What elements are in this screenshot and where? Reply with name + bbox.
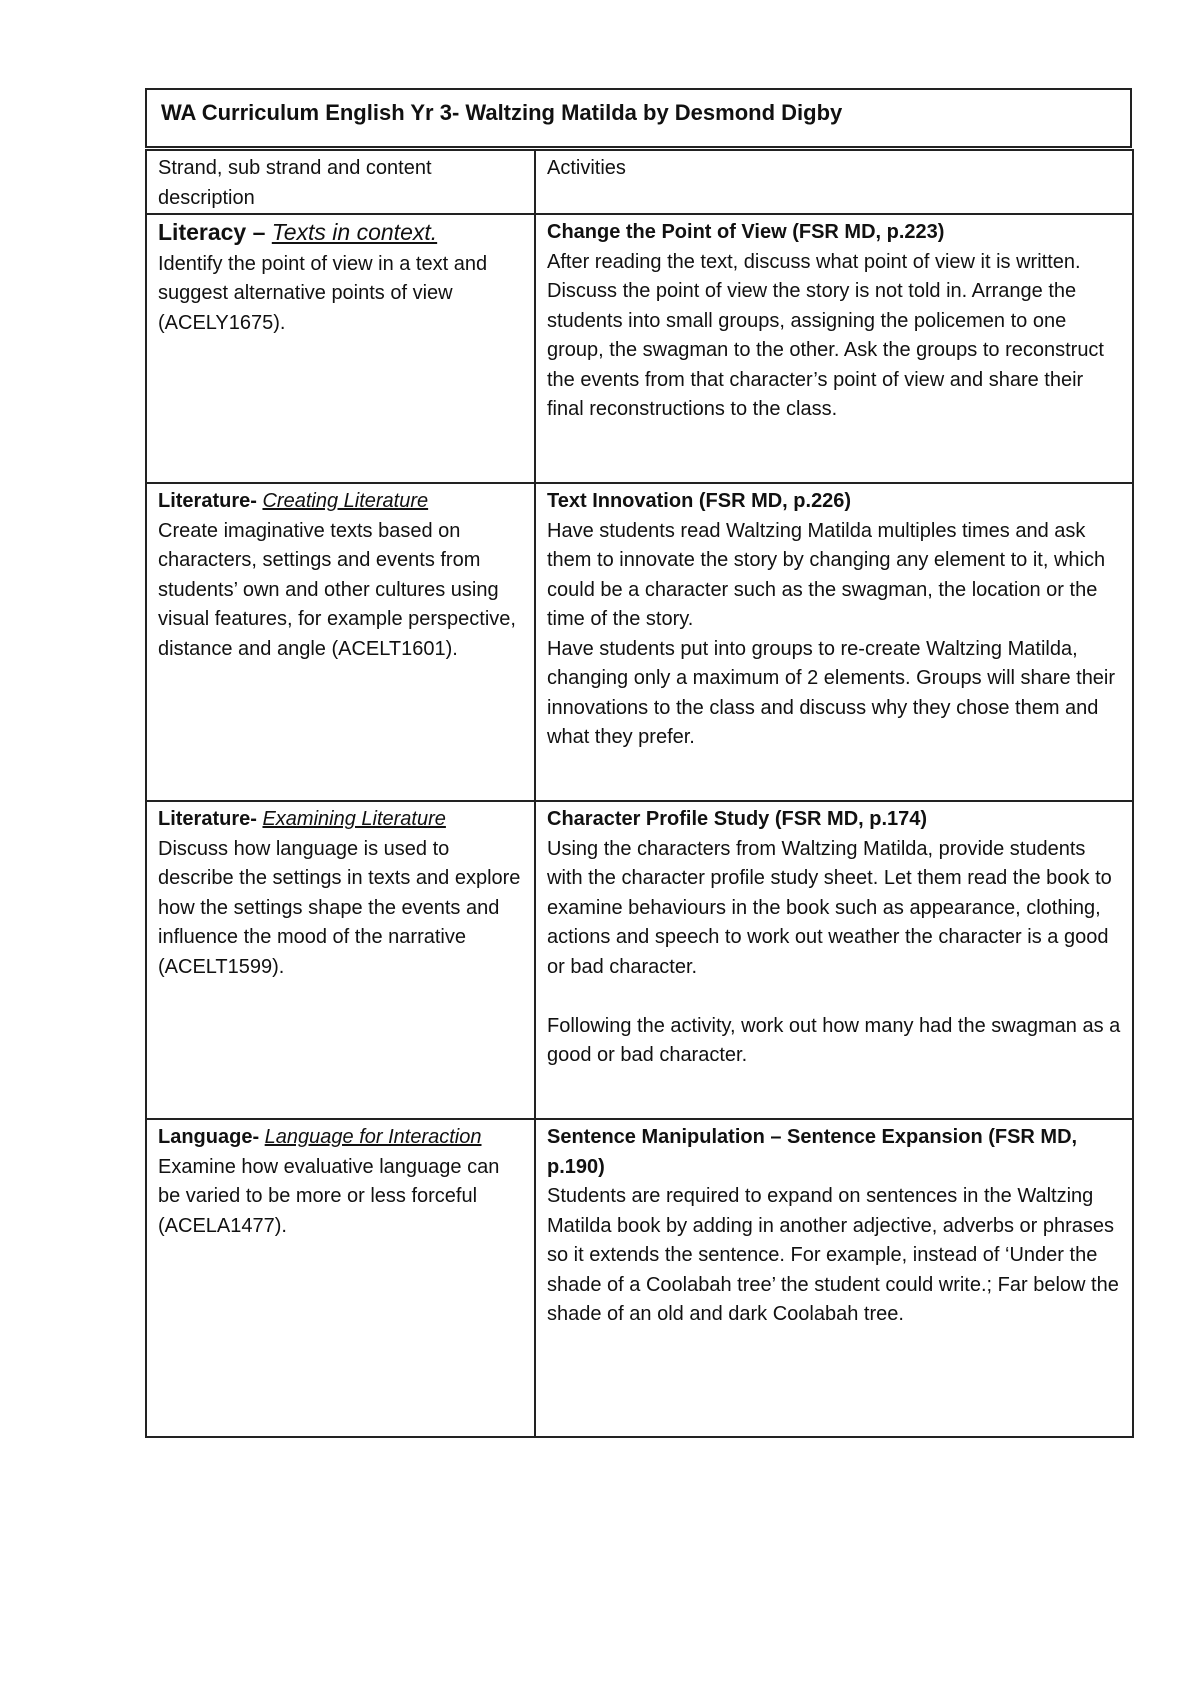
content-description: Create imaginative texts based on characters, settings and events from students’ own and other cultures using visual features, for example perspective, distance and angle (ACELT1601).	[158, 519, 516, 660]
substrand-label: Texts in context.	[271, 219, 438, 245]
paragraph-gap	[547, 982, 1122, 1012]
table-row	[146, 801, 1133, 1119]
strand-label: Literature-	[158, 808, 263, 830]
activity-title: Character Profile Study (FSR MD, p.174)	[547, 808, 928, 830]
header-strand: Strand, sub strand and content description	[146, 150, 535, 214]
activity-cell	[535, 214, 1133, 483]
table-header-row	[146, 150, 1133, 214]
strand-cell	[146, 214, 535, 483]
strand-cell	[146, 1119, 535, 1437]
strand-label: Literacy –	[158, 219, 272, 245]
document-title: WA Curriculum English Yr 3- Waltzing Matilda by Desmond Digby	[145, 88, 1132, 148]
activity-title: Change the Point of View (FSR MD, p.223)	[547, 221, 945, 243]
substrand-label: Creating Literature	[262, 490, 429, 512]
activity-text: Students are required to expand on sentences in the Waltzing Matilda book by adding in another adjective, adverbs or phrases so it extends the sentence. For example, instead of ‘Under the shade of a Coolabah tree’ the student could write.; Far below the shade of an old and dark Coolabah tree.	[547, 1185, 1119, 1325]
activity-cell	[535, 483, 1133, 801]
activity-text: Have students put into groups to re-create Waltzing Matilda, changing only a maximum of 2 elements. Groups will share their innovations to the class and discuss why they chose them and what they prefer.	[547, 637, 1116, 748]
content-description: Identify the point of view in a text and suggest alternative points of view (ACELY1675).	[158, 252, 488, 334]
activity-cell	[535, 1119, 1133, 1437]
curriculum-table	[145, 149, 1134, 1438]
strand-label: Language-	[158, 1126, 265, 1148]
table-row	[146, 214, 1133, 483]
content-description: Examine how evaluative language can be varied to be more or less forceful (ACELA1477).	[158, 1155, 500, 1237]
substrand-label: Examining Literature	[262, 808, 446, 830]
header-activities: Activities	[535, 150, 1133, 214]
activity-cell	[535, 801, 1133, 1119]
strand-cell	[146, 483, 535, 801]
strand-cell	[146, 801, 535, 1119]
content-description: Discuss how language is used to describe the settings in texts and explore how the settings shape the events and influence the mood of the narrative (ACELT1599).	[158, 837, 521, 978]
activity-text: Following the activity, work out how many had the swagman as a good or bad character.	[547, 1014, 1121, 1066]
strand-label: Literature-	[158, 490, 263, 512]
activity-title: Sentence Manipulation – Sentence Expansion (FSR MD, p.190)	[547, 1126, 1078, 1178]
table-row	[146, 483, 1133, 801]
substrand-label: Language for Interaction	[264, 1126, 482, 1148]
activity-text: After reading the text, discuss what point of view it is written. Discuss the point of view the story is not told in. Arrange the students into small groups, assigning the policemen to one group, the swagman to the other. Ask the groups to reconstruct the events from that character’s point of view and share their final reconstructions to the class.	[547, 250, 1104, 420]
activity-title: Text Innovation (FSR MD, p.226)	[547, 490, 852, 512]
activity-text: Using the characters from Waltzing Matilda, provide students with the character profile study sheet. Let them read the book to examine behaviours in the book such as appearance, clothing, actions and speech to work out weather the character is a good or bad character.	[547, 837, 1112, 978]
table-row	[146, 1119, 1133, 1437]
activity-text: Have students read Waltzing Matilda multiples times and ask them to innovate the story by changing any element to it, which could be a character such as the swagman, the location or the time of the story.	[547, 519, 1106, 630]
